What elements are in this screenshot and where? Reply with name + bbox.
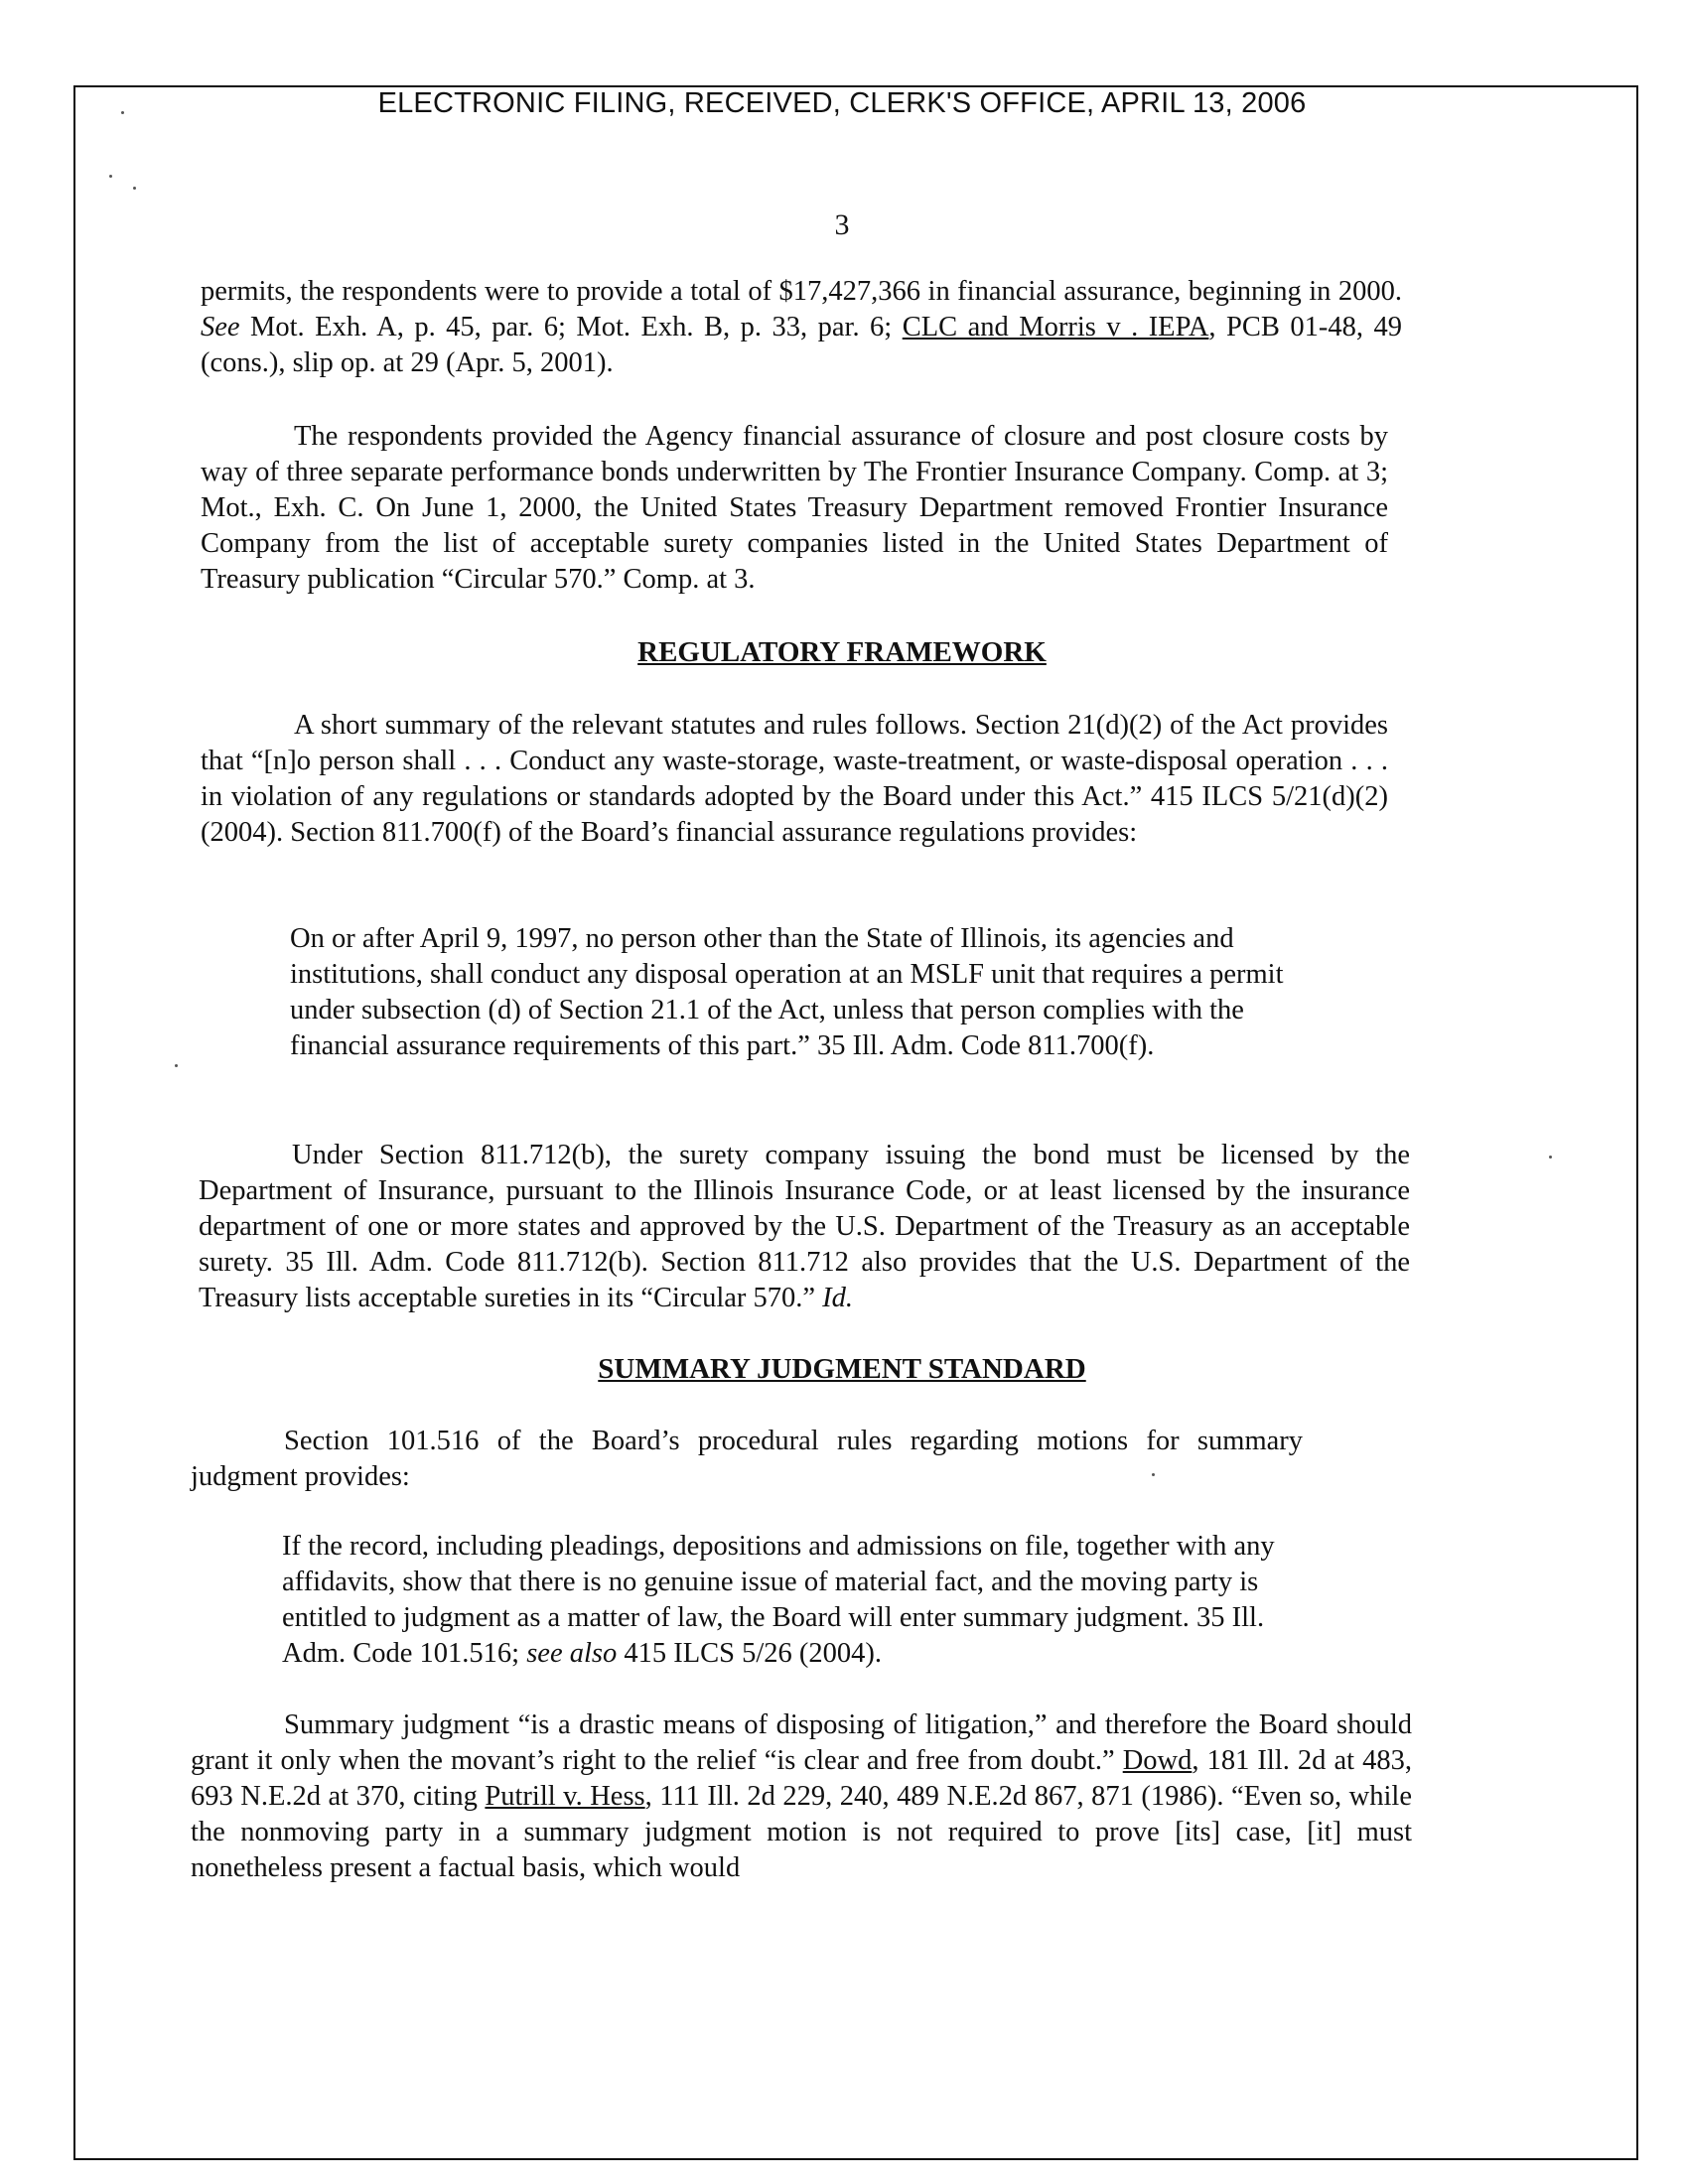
paragraph-text: Summary judgment “is a drastic means of disposing of litigation,” and therefore the Board should grant it only when the movant’s right to the relief “is clear and free from doubt.” [191,1709,1412,1776]
scan-speck [175,1064,178,1067]
paragraph-financial-assurance [201,419,1388,598]
paragraph-text: Section 101.516 of the Board’s procedural rules regarding motions for summary judgment provides: [191,1426,1303,1492]
block-quote-101-516 [282,1529,1315,1672]
scan-speck [121,111,124,114]
scan-speck [133,187,136,190]
paragraph-procedural-rules [191,1424,1303,1495]
section-heading-regulatory-framework: REGULATORY FRAMEWORK [637,636,1047,668]
paragraph-text: Mot. Exh. A, p. 45, par. 6; Mot. Exh. B, p. 33, par. 6; [239,312,903,342]
paragraph-permits [201,274,1402,381]
paragraph-text: , PCB 01-48, 49 (cons.), slip op. at 29 (Apr. 5, 2001). [201,312,1402,378]
id-citation: Id. [822,1283,854,1313]
paragraph-text: , 111 Ill. 2d 229, 240, 489 N.E.2d 867, 871 (1986). “Even so, while the nonmoving party in a summary judgment motion is not required to prove [its] case, [it] must nonetheless present a factual basis, which would [191,1781,1412,1883]
paragraph-text: Under Section 811.712(b), the surety company issuing the bond must be licensed by the Department of Insurance, pursuant to the Illinois Insurance Code, or at least licensed by the insurance department of one or more states and approved by the U.S. Department of the Treasury as an acceptable surety. 35 Ill. Adm. Code 811.712(b). Section 811.712 also provides that the U.S. Department of the Treasury lists acceptable sureties in its “Circular 570.” [199,1140,1410,1313]
scan-speck [1549,1156,1552,1159]
paragraph-text: The respondents provided the Agency financial assurance of closure and post closure costs by way of three separate performance bonds underwritten by The Frontier Insurance Company. Comp. at 3; Mot., Exh. C. On June 1, 2000, the United States Treasury Department removed Frontier Insurance Company from the list of acceptable surety companies listed in the United States Department of Treasury publication “Circular 570.” Comp. at 3. [201,421,1388,595]
paragraph-summary-judgment-drastic [191,1707,1412,1886]
see-also-signal: see also [526,1638,618,1669]
paragraph-text: permits, the respondents were to provide a total of $17,427,366 in financial assurance, beginning in 2000. [201,276,1402,307]
quote-text: If the record, including pleadings, depositions and admissions on file, together with any affidavits, show that there is no genuine issue of material fact, and the moving party is entitled to judgment as a matter of law, the Board will enter summary judgment. 35 Ill. Adm. Code 101.516; [282,1531,1275,1669]
case-citation: Putrill v. Hess [485,1781,645,1812]
paragraph-statutes-summary [201,708,1388,851]
block-quote-811-700 [290,921,1299,1064]
quote-text: On or after April 9, 1997, no person other than the State of Illinois, its agencies and institutions, shall conduct any disposal operation at an MSLF unit that requires a permit under subsection (d) of Section 21.1 of the Act, unless that person complies with the financial assurance requirements of this part.” 35 Ill. Adm. Code 811.700(f). [290,923,1284,1061]
page-number: 3 [834,208,850,241]
case-citation: CLC and Morris v . IEPA [902,312,1209,342]
paragraph-text: A short summary of the relevant statutes and rules follows. Section 21(d)(2) of the Act provides that “[n]o person shall . . . Conduct any waste-storage, waste-treatment, or waste-disposal operation . . . in violation of any regulations or standards adopted by the Board under this Act.” 415 ILCS 5/21(d)(2) (2004). Section 811.700(f) of the Board’s financial assurance regulations provides: [201,710,1388,848]
case-citation: Dowd [1122,1745,1193,1776]
scan-speck [109,175,112,178]
filing-stamp: ELECTRONIC FILING, RECEIVED, CLERK'S OFFICE, APRIL 13, 2006 [377,87,1307,119]
paragraph-surety-licensing [199,1138,1410,1316]
see-signal: See [201,312,240,342]
paragraph-text: , 181 Ill. 2d at 483, 693 N.E.2d at 370, citing [191,1745,1412,1812]
section-heading-summary-judgment-standard: SUMMARY JUDGMENT STANDARD [598,1353,1086,1385]
quote-text: 415 ILCS 5/26 (2004). [617,1638,883,1669]
scan-speck [1152,1473,1155,1476]
